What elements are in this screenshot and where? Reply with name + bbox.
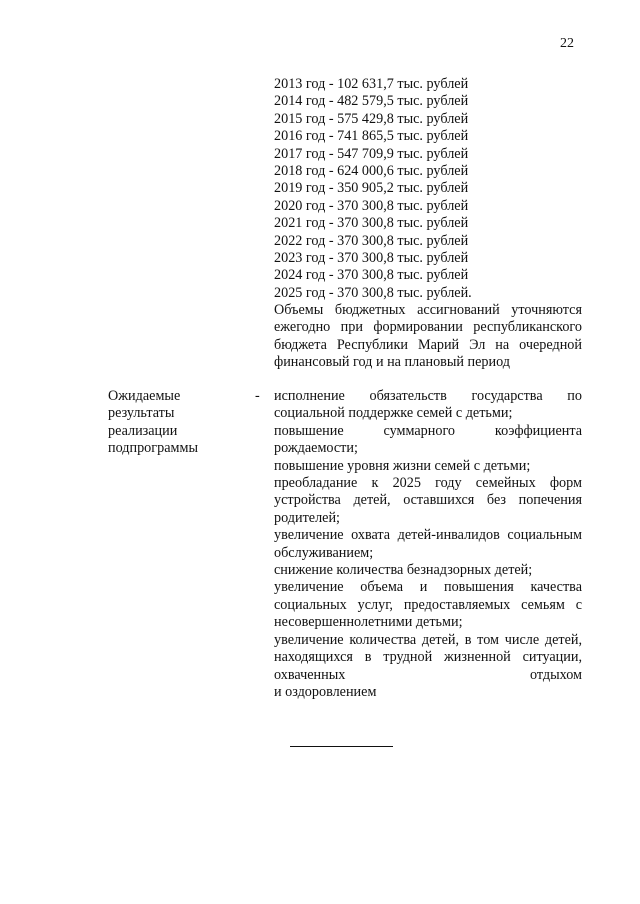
result-item: повышение уровня жизни семей с детьми;: [274, 457, 531, 474]
label-line: результаты: [108, 405, 175, 422]
funding-year-line: 2013 год - 102 631,7 тыс. рублей: [274, 76, 469, 92]
result-item: снижение количества безнадзорных детей;: [274, 562, 533, 579]
funding-year-line: 2014 год - 482 579,5 тыс. рублей: [274, 93, 469, 110]
funding-year-line: 2025 год - 370 300,8 тыс. рублей.: [274, 284, 472, 301]
result-item: и оздоровлением: [274, 683, 377, 700]
funding-year-line: 2015 год - 575 429,8 тыс. рублей: [274, 110, 469, 127]
funding-year-line: 2023 год - 370 300,8 тыс. рублей: [274, 250, 469, 267]
funding-year-line: 2018 год - 624 000,6 тыс. рублей: [274, 163, 469, 180]
page-number: 22: [560, 36, 574, 51]
funding-year-line: 2020 год - 370 300,8 тыс. рублей: [274, 197, 469, 214]
result-item: увеличение объема и повышения качества социальных услуг, предоставляемых семьям с несовершеннолетними детьми;: [274, 579, 582, 631]
expected-results-label: [108, 388, 248, 458]
funding-year-line: 2022 год - 370 300,8 тыс. рублей: [274, 232, 469, 249]
result-item: увеличение количества детей, в том числе детей, находящихся в трудной жизненной ситуации, охваченных отдыхом: [274, 631, 582, 683]
expected-results-list: [274, 388, 582, 701]
funding-note: Объемы бюджетных ассигнований уточняются ежегодно при формировании республиканского бюджета Республики Марий Эл на очередной финансовый год и на плановый период: [274, 302, 582, 371]
separator-dash: -: [255, 388, 260, 404]
label-line: подпрограммы: [108, 440, 198, 457]
funding-year-line: 2019 год - 350 905,2 тыс. рублей: [274, 180, 469, 197]
funding-year-line: 2016 год - 741 865,5 тыс. рублей: [274, 128, 469, 145]
label-line: Ожидаемые: [108, 388, 181, 404]
result-item: повышение суммарного коэффициента рождаемости;: [274, 422, 582, 457]
result-item: увеличение охвата детей-инвалидов социальным обслуживанием;: [274, 527, 582, 561]
funding-year-line: 2021 год - 370 300,8 тыс. рублей: [274, 215, 469, 232]
result-item: преобладание к 2025 году семейных форм устройства детей, оставшихся без попечения родителей;: [274, 475, 582, 526]
funding-year-line: 2017 год - 547 709,9 тыс. рублей: [274, 145, 469, 162]
end-rule: [290, 746, 393, 747]
result-item: исполнение обязательств государства по социальной поддержке семей с детьми;: [274, 388, 582, 422]
label-line: реализации: [108, 422, 178, 439]
funding-years-list: [274, 76, 594, 302]
funding-year-line: 2024 год - 370 300,8 тыс. рублей: [274, 267, 469, 284]
